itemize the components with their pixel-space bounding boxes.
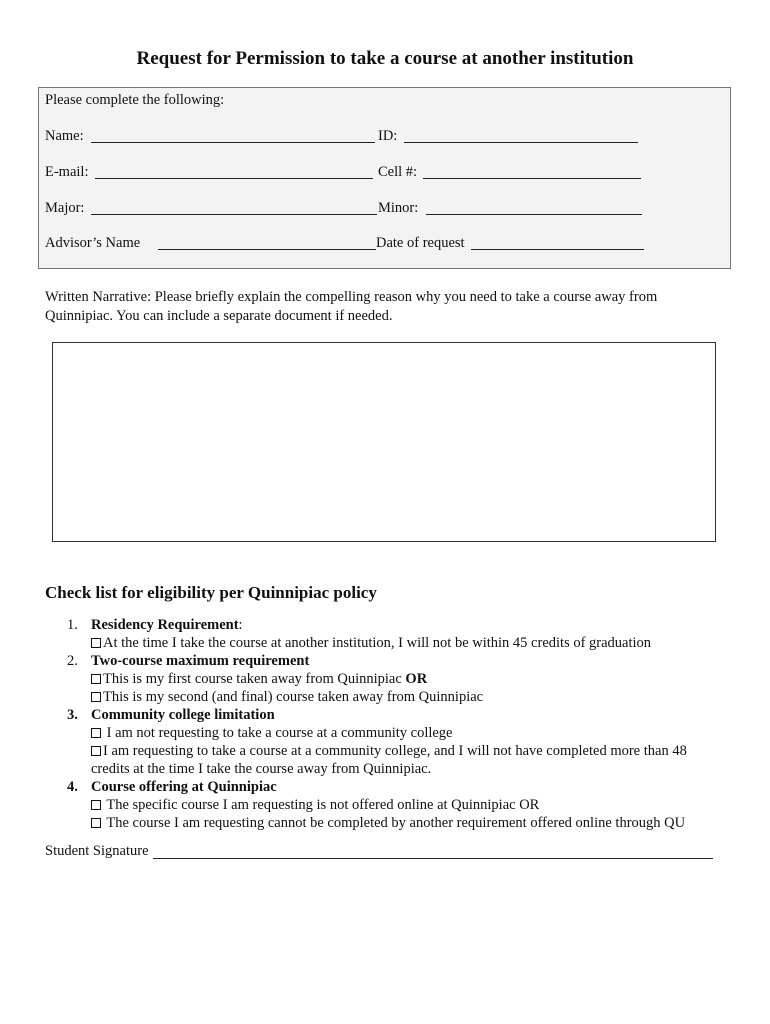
advisor-label: Advisor’s Name bbox=[45, 235, 141, 251]
item-title: Course offering at Quinnipiac bbox=[91, 779, 277, 795]
option-row bbox=[91, 688, 725, 706]
checkbox-not-community-college[interactable] bbox=[91, 728, 101, 738]
advisor-field[interactable] bbox=[158, 249, 376, 250]
option-label: This is my second (and final) course taken away from Quinnipiac bbox=[103, 689, 484, 705]
option-label: The specific course I am requesting is not offered online at Quinnipiac OR bbox=[103, 797, 540, 813]
minor-label: Minor: bbox=[378, 200, 419, 216]
eligibility-checklist bbox=[45, 616, 725, 832]
option-label: This is my first course taken away from Quinnipiac bbox=[103, 671, 406, 687]
checklist-item-community-college bbox=[45, 706, 725, 778]
narrative-textbox[interactable] bbox=[52, 342, 716, 542]
item-number: 2. bbox=[67, 653, 78, 669]
narrative-line-2: Quinnipiac. You can include a separate document if needed. bbox=[45, 308, 393, 324]
option-label: I am not requesting to take a course at a community college bbox=[103, 725, 453, 741]
checkbox-second-course[interactable] bbox=[91, 692, 101, 702]
info-intro: Please complete the following: bbox=[45, 92, 225, 108]
option-row bbox=[91, 724, 725, 742]
minor-field[interactable] bbox=[426, 214, 642, 215]
checkbox-residency[interactable] bbox=[91, 638, 101, 648]
cell-field[interactable] bbox=[423, 178, 641, 179]
date-field[interactable] bbox=[471, 249, 644, 250]
item-title: Residency Requirement bbox=[91, 617, 239, 633]
name-label: Name: bbox=[45, 128, 84, 144]
option-label: I am requesting to take a course at a community college, and I will not have completed more than 48 bbox=[103, 743, 687, 759]
checklist-item-residency bbox=[45, 616, 725, 652]
cell-label: Cell #: bbox=[378, 164, 418, 180]
id-field[interactable] bbox=[404, 142, 638, 143]
option-row bbox=[91, 796, 725, 814]
option-row bbox=[91, 742, 725, 778]
option-row bbox=[91, 814, 725, 832]
major-field[interactable] bbox=[91, 214, 377, 215]
item-number: 1. bbox=[67, 617, 78, 633]
form-title: Request for Permission to take a course at another institution bbox=[136, 48, 634, 69]
option-label: At the time I take the course at another institution, I will not be within 45 credits of graduation bbox=[103, 635, 652, 651]
signature-field[interactable] bbox=[153, 858, 713, 859]
checkbox-not-offered-online[interactable] bbox=[91, 800, 101, 810]
student-info-box bbox=[38, 87, 731, 269]
item-number: 4. bbox=[67, 779, 78, 795]
email-field[interactable] bbox=[95, 178, 373, 179]
option-row bbox=[91, 634, 725, 652]
checkbox-cannot-complete-online[interactable] bbox=[91, 818, 101, 828]
checklist-item-two-course bbox=[45, 652, 725, 706]
option-row bbox=[91, 670, 725, 688]
item-title: Two-course maximum requirement bbox=[91, 653, 310, 669]
item-title-suffix: : bbox=[238, 617, 243, 633]
checklist-heading: Check list for eligibility per Quinnipiac policy bbox=[45, 583, 377, 602]
checkbox-first-course[interactable] bbox=[91, 674, 101, 684]
option-label-continued: credits at the time I take the course away from Quinnipiac. bbox=[91, 761, 432, 777]
date-label: Date of request bbox=[376, 235, 465, 251]
major-label: Major: bbox=[45, 200, 85, 216]
narrative-instructions bbox=[45, 288, 725, 326]
email-label: E-mail: bbox=[45, 164, 89, 180]
name-field[interactable] bbox=[91, 142, 375, 143]
narrative-line-1: Written Narrative: Please briefly explain the compelling reason why you need to take a course away from bbox=[45, 289, 658, 305]
or-keyword: OR bbox=[405, 671, 428, 687]
signature-label: Student Signature bbox=[45, 843, 149, 859]
id-label: ID: bbox=[378, 128, 398, 144]
option-label: The course I am requesting cannot be completed by another requirement offered online through QU bbox=[103, 815, 686, 831]
checklist-item-course-offering bbox=[45, 778, 725, 832]
item-number: 3. bbox=[67, 707, 78, 723]
checkbox-community-college[interactable] bbox=[91, 746, 101, 756]
item-title: Community college limitation bbox=[91, 707, 275, 723]
